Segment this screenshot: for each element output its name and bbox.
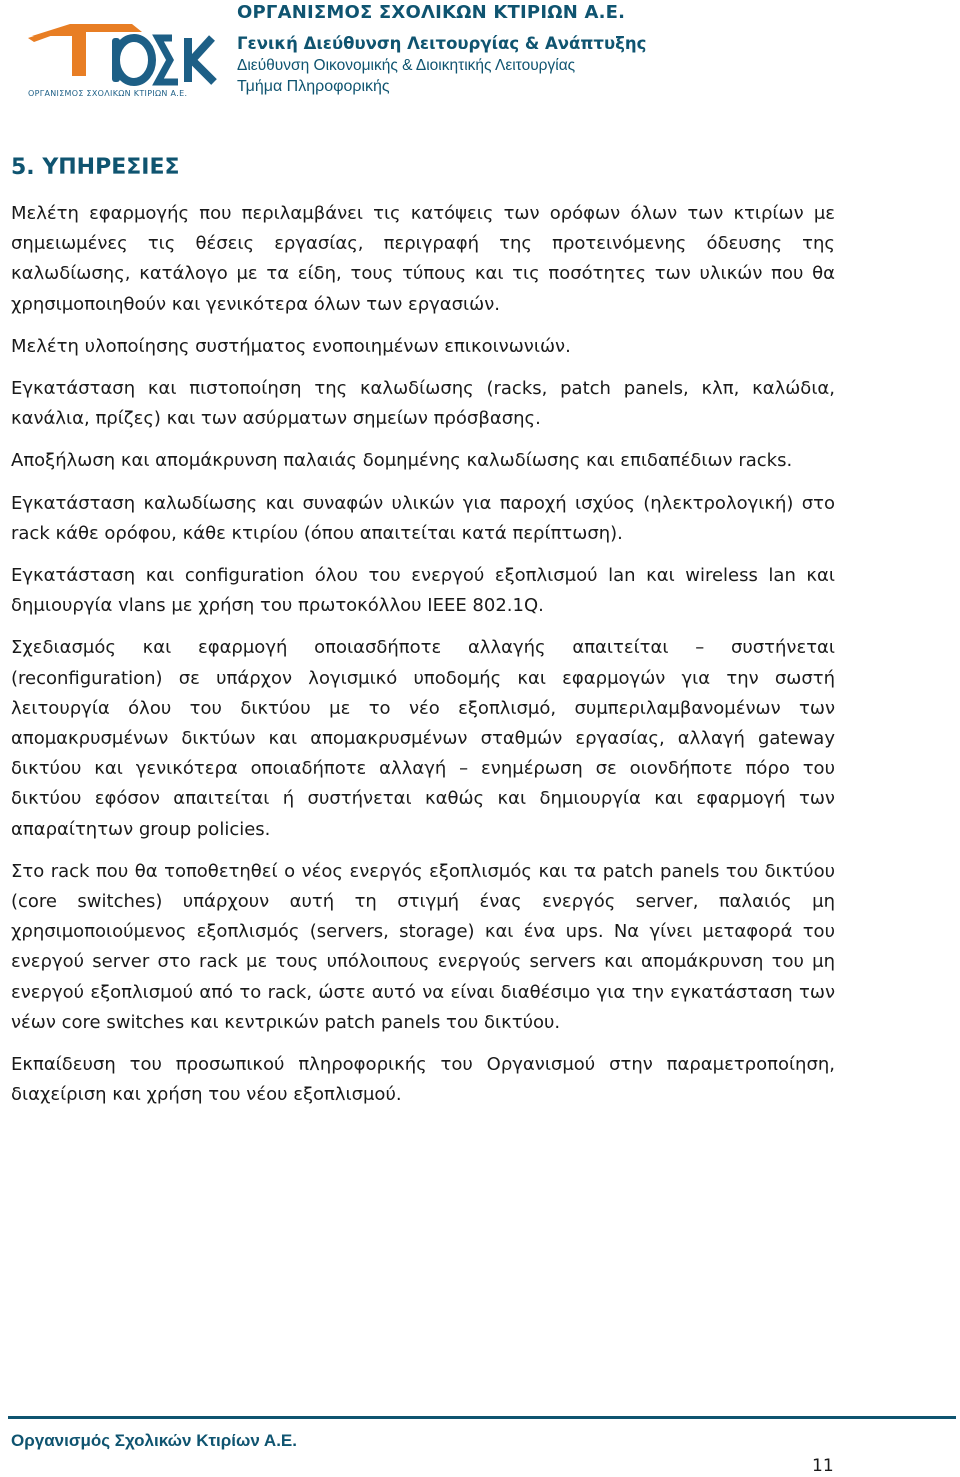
paragraph-unified-comms: Μελέτη υλοποίησης συστήματος ενοποιημένων επικοινωνιών. xyxy=(11,335,571,357)
logo-caption: ΟΡΓΑΝΙΣΜΟΣ ΣΧΟΛΙΚΩΝ ΚΤΙΡΙΩΝ Α.Ε. xyxy=(28,89,188,98)
footer-divider xyxy=(8,1416,956,1419)
organization-name: ΟΡΓΑΝΙΣΜΟΣ ΣΧΟΛΙΚΩΝ ΚΤΙΡΙΩΝ Α.Ε. xyxy=(237,2,626,23)
department: Τμήμα Πληροφορικής xyxy=(237,78,390,95)
section-title: 5. ΥΠΗΡΕΣΙΕΣ xyxy=(11,155,180,180)
paragraph-training: Εκπαίδευση του προσωπικού πληροφορικής του Οργανισμού στην παραμετροποίηση, διαχείριση και χρήση του νέου εξοπλισμού. xyxy=(11,1054,835,1106)
paragraph-reconfiguration: Σχεδιασμός και εφαρμογή οποιασδήποτε αλλαγής απαιτείται – συστήνεται (reconfiguration) σε υπάρχον λογισμικό υποδομής και εφαρμογών για την σωστή λειτουργία όλου του δικτύου με το νέο εξοπλισμό, συμπεριλαμβανομένων των απομακρυσμένων δικτύων και απομακρυσμένων σταθμών εργασίας, αλλαγή gateway δικτύου και γενικότερα οποιαδήποτε αλλαγή – ενημέρωση σε οιονδήποτε πόρο του δικτύου εφόσον απαιτείται ή συστήνεται καθώς και δημιουργία και εφαρμογή των απαραίτητων group policies. xyxy=(11,637,835,840)
footer-organization: Οργανισμός Σχολικών Κτιρίων Α.Ε. xyxy=(11,1431,297,1450)
paragraph-removal: Αποξήλωση και απομάκρυνση παλαιάς δομημένης καλωδίωσης και επιδαπέδιων racks. xyxy=(11,450,793,472)
general-directorate: Γενική Διεύθυνση Λειτουργίας & Ανάπτυξης xyxy=(237,34,647,53)
paragraph-configuration: Εγκατάσταση και configuration όλου του ενεργού εξοπλισμού lan και wireless lan και δημιουργία vlans με χρήση του πρωτοκόλλου IEEE 802.1Q. xyxy=(11,565,835,617)
paragraph-power-cabling: Εγκατάσταση καλωδίωσης και συναφών υλικών για παροχή ισχύος (ηλεκτρολογική) στο rack κάθε ορόφου, κάθε κτιρίου (όπου απαιτείται κατά περίπτωση). xyxy=(11,492,835,544)
paragraph-study: Μελέτη εφαρμογής που περιλαμβάνει τις κατόψεις των ορόφων όλων των κτιρίων με σημειωμένες τις θέσεις εργασίας, περιγραφή της προτεινόμενης όδευσης της καλωδίωσης, κατάλογο με τα είδη, τους τύπους και τις ποσότητες των υλικών που θα χρησιμοποιηθούν και γενικότερα όλων των εργασιών. xyxy=(11,203,835,315)
directorate: Διεύθυνση Οικονομικής & Διοικητικής Λειτουργίας xyxy=(237,57,576,74)
page-number: 11 xyxy=(812,1456,834,1476)
paragraph-cabling-install: Εγκατάσταση και πιστοποίηση της καλωδίωσης (racks, patch panels, κλπ, καλώδια, κανάλια, πρίζες) και των ασύρματων σημείων πρόσβασης. xyxy=(11,378,835,430)
section-body xyxy=(11,199,835,1122)
paragraph-rack: Στο rack που θα τοποθετηθεί ο νέος ενεργός εξοπλισμός και τα patch panels του δικτύου (core switches) υπάρχουν αυτή τη στιγμή ένας ενεργός server, παλαιός μη χρησιμοποιούμενος εξοπλισμός (servers, storage) και ένα ups. Να γίνει μεταφορά του ενεργού server στο rack με τους υπόλοιπους ενεργούς servers και απομάκρυνση του μη ενεργού εξοπλισμού από το rack, ώστε αυτό να είναι διαθέσιμο για την εγκατάσταση των νέων core switches και κεντρικών patch panels του δικτύου. xyxy=(11,860,835,1033)
osk-logo xyxy=(22,16,222,98)
